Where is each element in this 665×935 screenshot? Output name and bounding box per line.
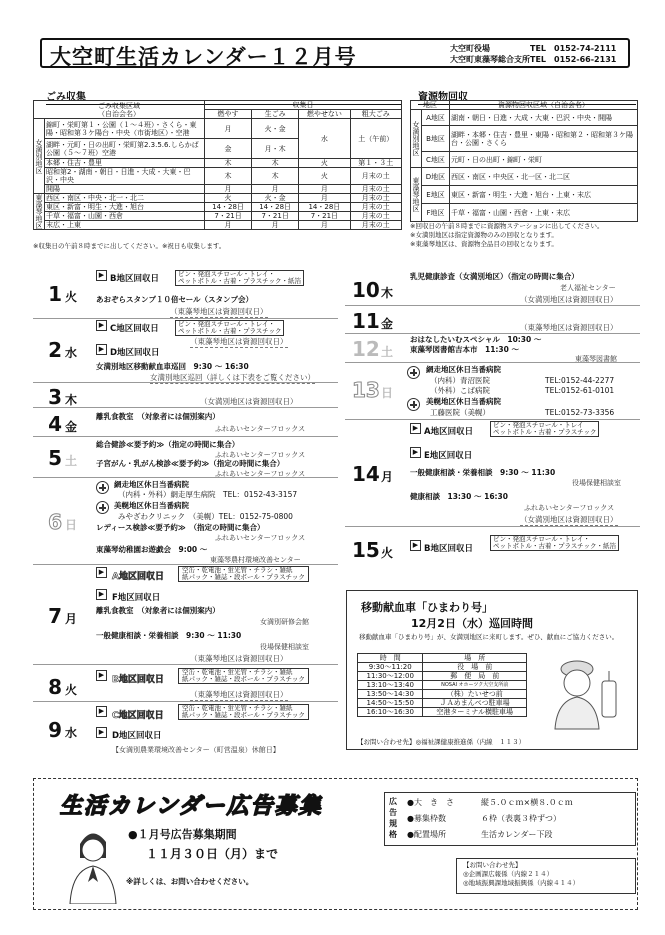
garbage-table: [33, 100, 402, 230]
event: あおぞらスタンプ１０倍セール（スタンプ会）: [96, 295, 254, 304]
garbage-area: 本郷・住吉・豊里: [45, 159, 205, 168]
contact-name: 大空町東藻琴総合支所: [450, 55, 530, 64]
ad-more-info: ※詳しくは、お問い合わせください。: [126, 877, 254, 886]
collection-items: ビン・発泡スチロール・トレイ・ ペットボトル・古着・プラスチック・紙箔: [175, 270, 304, 286]
event: 健康相談 13:30 ～ 16:30: [410, 492, 508, 501]
day-number: 5: [48, 446, 62, 470]
event: 網走地区休日当番病院: [114, 480, 189, 489]
day-number: 2: [48, 338, 62, 362]
recycle-header-names: 資源物回収区域（自治会名）: [450, 101, 638, 110]
event-sub: 役場保健相談室: [260, 643, 309, 651]
recycle-side-label: 女満別地区: [411, 110, 422, 168]
garbage-cell: 木: [205, 168, 252, 185]
event-sub: 東藻琴図書館: [575, 355, 617, 363]
day-15: [352, 538, 393, 562]
pickup-note: （東藻琴地区は資源回収日）: [190, 337, 288, 346]
garbage-cell: 土（午前）: [350, 119, 401, 159]
event: 一般健康相談・栄養相談 9:30 ～ 11:30: [96, 631, 242, 640]
garbage-section-title: ごみ収集: [46, 88, 402, 105]
day-number: 9: [48, 718, 62, 742]
pickup-note: （東藻琴地区は資源回収日）: [520, 323, 618, 332]
garbage-cell: 木: [252, 168, 299, 185]
garbage-cell: 月末の土: [350, 194, 401, 203]
recycle-area: D地区: [422, 168, 450, 186]
ad-spec-value: 縦５.０ｃｍ×横８.０ｃｍ: [481, 798, 573, 807]
garbage-cell: 7・21日: [205, 212, 252, 221]
ad-period-date: １１月３０日（月）まで: [146, 847, 279, 861]
garbage-cell: 7・21日: [252, 212, 299, 221]
hospital-icon: [407, 366, 420, 379]
day-weekday: 水: [65, 726, 78, 740]
garbage-cell: 水: [299, 119, 350, 159]
pickup-note: （東藻琴地区は資源回収日）: [170, 307, 268, 316]
collection-items: 空缶・乾電池・蛍光管・チラシ・雑紙 紙パック・雑誌・段ボール・プラスチック: [178, 566, 309, 582]
blood-time: 11:30～12:00: [358, 672, 423, 681]
pickup-note: （女満別地区は資源回収日）: [200, 397, 298, 406]
recycle-names: 元町・日の出町・錦町・栄町: [450, 152, 638, 168]
blood-time: 14:50～15:50: [358, 699, 423, 708]
collection-area: B地区回収日: [110, 274, 159, 284]
collection-items: 空缶・乾電池・蛍光管・チラシ・雑紙 紙パック・雑誌・段ボール・プラスチック: [178, 704, 309, 720]
day-4: [36, 412, 77, 436]
recycle-area: B地区: [422, 126, 450, 152]
event-sub: ふれあいセンターフロックス: [215, 534, 306, 542]
day-number: 3: [48, 385, 62, 409]
truck-icon: ▶: [96, 727, 107, 738]
collection-items: ビン・発泡スチロール・トレイ ペットボトル・古着・プラスチック: [490, 421, 599, 437]
recycle-area: F地区: [422, 204, 450, 222]
event: TEL:0152-61-0101: [545, 386, 615, 395]
recycle-section-title: 資源物回収: [418, 88, 636, 105]
garbage-cell: 第１・３土: [350, 159, 401, 168]
day-weekday: 日: [65, 518, 78, 532]
blood-contact: 【お問い合わせ先】◎福祉課健康推進係（内線 １１３）: [357, 738, 526, 746]
blood-place: 郵 便 局 前: [423, 672, 527, 681]
day-10: [352, 278, 393, 302]
recycle-area: A地区: [422, 110, 450, 126]
event: TEL:0152-44-2277: [545, 376, 615, 385]
blood-place: （株）たいせつ前: [423, 690, 527, 699]
event: 離乳食教室 （対象者には個別案内）: [96, 606, 220, 615]
day-weekday: 火: [381, 546, 394, 560]
garbage-cell: 月: [205, 221, 252, 230]
event-sub: 東藻琴農村環境改善センター: [210, 556, 301, 564]
ad-period-label: ●１月号広告募集期間: [128, 828, 237, 841]
garbage-cell: 火: [299, 168, 350, 185]
ad-spec-key: ●配置場所: [407, 830, 446, 839]
event-sub: 【女満別農業環境改善センター（町営温泉）休館日】: [112, 746, 280, 754]
blood-place: 役 場 前: [423, 663, 527, 672]
ad-contact-box: [456, 858, 636, 894]
day-weekday: 土: [65, 454, 78, 468]
event: TEL:0152-73-3356: [545, 408, 615, 417]
event: 一般健康相談・栄養相談 9:30 ～ 11:30: [410, 468, 556, 477]
day-number: 11: [352, 309, 380, 333]
event: 東藻琴幼稚園お遊戯会 9:00 ～: [96, 545, 208, 554]
day-number: 7: [48, 604, 62, 628]
day-weekday: 火: [65, 290, 78, 304]
collection-area: F地区回収日: [112, 593, 161, 603]
collection-area: B地区回収日: [424, 544, 473, 554]
garbage-cell: 火: [205, 194, 252, 203]
collection-area: C地区回収日: [110, 324, 159, 334]
truck-icon: ▶: [96, 567, 107, 578]
day-12: [352, 337, 393, 361]
pickup-note: （女満別地区は資源回収日）: [520, 515, 618, 524]
collection-area: E地区回収日: [424, 451, 473, 461]
recycle-area: C地区: [422, 152, 450, 168]
garbage-col: 粗大ごみ: [350, 110, 401, 119]
event: （内科）青沼医院: [430, 376, 490, 385]
garbage-cell: 月: [252, 221, 299, 230]
recycle-names: 東区・新富・明生・大進・旭台・上東・末広: [450, 186, 638, 204]
header-contacts: [450, 43, 616, 65]
day-weekday: 木: [381, 286, 394, 300]
page-title: 大空町生活カレンダー１２月号: [50, 45, 357, 69]
garbage-cell: 火・金: [252, 119, 299, 139]
collection-area: A地区回収日: [424, 427, 474, 437]
blood-time: 16:10～16:30: [358, 708, 423, 717]
event-sub: ふれあいセンターフロックス: [524, 504, 615, 512]
ad-title: 生活カレンダー広告募集: [60, 794, 323, 819]
event: （内科・外科）網走厚生病院 TEL：0152-43-3157: [118, 490, 298, 499]
ad-contact: ◎地域振興課地域振興係（内線４１４）: [463, 879, 580, 887]
day-weekday: 火: [65, 683, 78, 697]
day-7: [36, 604, 77, 628]
blood-place: NOSAI オホーツク大空支所前: [423, 681, 527, 690]
day-weekday: 月: [381, 470, 394, 484]
day-6: [36, 510, 77, 534]
event-sub: ふれあいセンターフロックス: [215, 425, 306, 433]
garbage-area: 湖畔・元町・日の出町・栄町第2.3.5.6.しらかば公園（５～７班）空港: [45, 139, 205, 159]
recycle-table: [410, 100, 638, 222]
garbage-cell: 月: [299, 221, 350, 230]
event: 美幌地区休日当番病院: [426, 397, 501, 406]
garbage-cell: 火: [299, 159, 350, 168]
blood-desc: 移動献血車「ひまわり号」が、女満別地区に来町します。ぜひ、献血にご協力ください。: [359, 633, 619, 641]
event: 女満別地区移動献血車巡回 9:30 ～ 16:30: [96, 362, 249, 371]
day-9: [36, 718, 77, 742]
collection-area: D地区回収日: [112, 731, 162, 741]
garbage-cell: 月: [205, 185, 252, 194]
garbage-cell: 月末の土: [350, 221, 401, 230]
recycle-names: 千草・福富・山園・西倉・上東・末広: [450, 204, 638, 222]
recycle-side-label: 東藻琴地区: [411, 168, 422, 222]
day-number: 15: [352, 538, 380, 562]
garbage-cell: 木: [205, 159, 252, 168]
day-14: [352, 462, 393, 486]
ad-spec-key: ●大 き さ: [407, 798, 454, 807]
day-weekday: 木: [65, 393, 78, 407]
garbage-col: 燃やす: [205, 110, 252, 119]
garbage-cell: 14・28日: [252, 203, 299, 212]
garbage-col: 燃やせない: [299, 110, 350, 119]
blood-table: [357, 653, 527, 717]
truck-icon: ▶: [410, 423, 421, 434]
ad-spec-label: 広告規格: [389, 797, 397, 839]
truck-icon: ▶: [96, 320, 107, 331]
event: 乳児健康診査（女満別地区）（指定の時間に集合）: [410, 272, 579, 281]
day-number: 6: [48, 510, 62, 534]
collection-items: ビン・発泡スチロール・トレイ・ ペットボトル・古着・プラスチック: [175, 320, 284, 336]
garbage-area: 西区・南区・中央・北一・北二: [45, 194, 205, 203]
contact-tel: TEL 0152-74-2111: [530, 44, 617, 53]
truck-icon: ▶: [96, 706, 107, 717]
garbage-area: 昭和第2・湖南・朝日・日進・大成・大東・巴沢・中央: [45, 168, 205, 185]
day-1: [36, 282, 77, 306]
day-11: [352, 309, 393, 333]
event: 総合健診≪要予約≫（指定の時間に集合）: [96, 440, 240, 449]
day-number: 12: [352, 337, 380, 361]
garbage-area: 錦町・栄町第１・公園（１～４班）・さくら・東陽・昭和第３ケ陽台・中央（市街地区）・空港: [45, 119, 205, 139]
blood-title: 移動献血車「ひまわり号」: [361, 601, 493, 614]
garbage-cell: 月末の土: [350, 168, 401, 185]
event: 東藻琴図書館吉本市 11:30 ～: [410, 345, 519, 354]
day-number: 8: [48, 675, 62, 699]
day-weekday: 月: [65, 612, 78, 626]
pickup-note: （東藻琴地区は資源回収日）: [190, 654, 288, 663]
event-sub: 女満別研修会館: [260, 618, 309, 626]
event: 網走地区休日当番病院: [426, 365, 501, 374]
event-sub: 女満別地区巡回（詳しくは下表をご覧ください）: [150, 373, 315, 382]
collection-area: B地区回収日: [112, 675, 164, 685]
day-weekday: 金: [65, 420, 78, 434]
garbage-header-day: 収集日: [205, 101, 402, 110]
garbage-cell: 月: [299, 185, 350, 194]
event: 美幌地区休日当番病院: [114, 501, 189, 510]
event: みやざわクリニック （美幌）TEL：0152-75-0800: [118, 512, 293, 521]
day-weekday: 土: [381, 345, 394, 359]
collection-area: C地区回収日: [112, 711, 164, 721]
day-5: [36, 446, 77, 470]
event: 離乳食教室 （対象者には個別案内）: [96, 412, 220, 421]
clerk-illustration: [62, 822, 122, 904]
recycle-names: 湖南・朝日・日進・大成・大東・巴沢・中央・開陽: [450, 110, 638, 126]
pickup-note: （女満別地区は資源回収日）: [520, 295, 618, 304]
day-number: 10: [352, 278, 380, 302]
garbage-cell: 月: [252, 185, 299, 194]
ad-spec-box: [384, 792, 636, 846]
garbage-note: ※収集日の午前８時までに出してください。※祝日も収集します。: [33, 242, 226, 250]
garbage-area: 千草・福富・山園・西倉: [45, 212, 205, 221]
garbage-side-label: 女満別地区: [34, 119, 45, 194]
hospital-icon: [96, 481, 109, 494]
event-sub: 役場保健相談室: [572, 479, 621, 487]
day-number: 4: [48, 412, 62, 436]
blood-place: 空港ターミナル横駐車場: [423, 708, 527, 717]
truck-icon: ▶: [96, 670, 107, 681]
garbage-col: 生ごみ: [252, 110, 299, 119]
event: 工藤医院（美幌）: [430, 408, 490, 417]
garbage-cell: 14・28日: [205, 203, 252, 212]
recycle-note: ※女満別地区は指定資源物のみの回収となります。: [410, 231, 558, 239]
blood-header: 時 間: [358, 654, 423, 663]
garbage-header-area: ごみ収集区域 （自治会名）: [34, 101, 205, 119]
truck-icon: ▶: [96, 270, 107, 281]
ad-spec-value: 生活カレンダー下段: [481, 830, 553, 839]
event-sub: ふれあいセンターフロックス: [215, 451, 306, 459]
garbage-cell: 7・21日: [299, 212, 350, 221]
ad-spec-key: ●募集枠数: [407, 814, 446, 823]
garbage-area: 東区・新富・明生・大進・旭台: [45, 203, 205, 212]
garbage-side-label: 東藻琴地区: [35, 194, 43, 229]
blood-header: 場 所: [423, 654, 527, 663]
garbage-area: 開陽: [45, 185, 205, 194]
collection-items: ビン・発泡スチロール・トレイ・ ペットボトル・古着・プラスチック・紙箔: [490, 535, 619, 551]
day-weekday: 金: [381, 317, 394, 331]
garbage-cell: 月末の土: [350, 212, 401, 221]
collection-items: 空缶・乾電池・蛍光管・チラシ・雑紙 紙パック・雑誌・段ボール・プラスチック: [178, 668, 309, 684]
collection-area: A地区回収日: [112, 572, 164, 582]
day-number: 1: [48, 282, 62, 306]
day-weekday: 水: [65, 346, 78, 360]
contact-tel: TEL 0152-66-2131: [530, 55, 617, 64]
blood-time: 9:30～11:20: [358, 663, 423, 672]
garbage-cell: 金: [205, 139, 252, 159]
garbage-cell: 木: [252, 159, 299, 168]
garbage-cell: 14・28日: [299, 203, 350, 212]
recycle-names: 西区・南区・中央区・北一区・北二区: [450, 168, 638, 186]
garbage-cell: 月: [205, 119, 252, 139]
ad-spec-value: ６枠（表裏３枠ずつ）: [481, 814, 561, 823]
event: （外科）こば病院: [430, 386, 490, 395]
ad-contact: ◎企画課広報係（内線２１４）: [463, 870, 554, 878]
event-sub: 老人福祉センター: [560, 284, 616, 292]
blood-time: 13:50～14:30: [358, 690, 423, 699]
truck-icon: ▶: [96, 344, 107, 355]
hospital-icon: [407, 398, 420, 411]
blood-date: 12月2日（水）巡回時間: [411, 617, 533, 630]
recycle-note: ※東藻琴地区は、資源物全品目の回収となります。: [410, 240, 558, 248]
day-13: [352, 378, 393, 402]
garbage-cell: 月末の土: [350, 203, 401, 212]
day-2: [36, 338, 77, 362]
recycle-note: ※回収日の午前８時までに資源物ステーションに出してください。: [410, 222, 604, 230]
hospital-icon: [96, 501, 109, 514]
ad-contact-header: 【お問い合わせ先】: [463, 861, 522, 869]
garbage-cell: 火・金: [252, 194, 299, 203]
blood-place: ＪＡめまんべつ駐車場: [423, 699, 527, 708]
event: レディース検診≪要予約≫ （指定の時間に集合）: [96, 523, 265, 532]
day-3: [36, 385, 77, 409]
garbage-cell: 月末の土: [350, 185, 401, 194]
event-sub: ふれあいセンターフロックス: [215, 470, 306, 478]
recycle-header-area: 地区: [411, 101, 450, 110]
event: おはなしたいむスペシャル 10:30 ～: [410, 335, 542, 344]
event: 子宮がん・乳がん検診≪要予約≫（指定の時間に集合）: [96, 459, 285, 468]
garbage-cell: 月・木: [252, 139, 299, 159]
blood-donation-box: [346, 590, 638, 750]
day-number: 14: [352, 462, 380, 486]
collection-area: D地区回収日: [110, 348, 160, 358]
truck-icon: ▶: [96, 589, 107, 600]
day-weekday: 日: [381, 386, 394, 400]
truck-icon: ▶: [410, 447, 421, 458]
day-number: 13: [352, 378, 380, 402]
truck-icon: ▶: [410, 540, 421, 551]
recycle-area: E地区: [422, 186, 450, 204]
garbage-area: 末広・上東: [45, 221, 205, 230]
day-8: [36, 675, 77, 699]
nurse-illustration: [537, 651, 632, 731]
garbage-cell: 月: [299, 194, 350, 203]
contact-name: 大空町役場: [450, 44, 490, 53]
pickup-note: （東藻琴地区は資源回収日）: [190, 690, 288, 699]
recycle-names: 湖畔・本郷・住吉・豊里・東陽・昭和第２・昭和第３ケ陽台・公園・さくら: [450, 126, 638, 152]
header-box: [40, 38, 630, 68]
blood-time: 13:10～13:40: [358, 681, 423, 690]
